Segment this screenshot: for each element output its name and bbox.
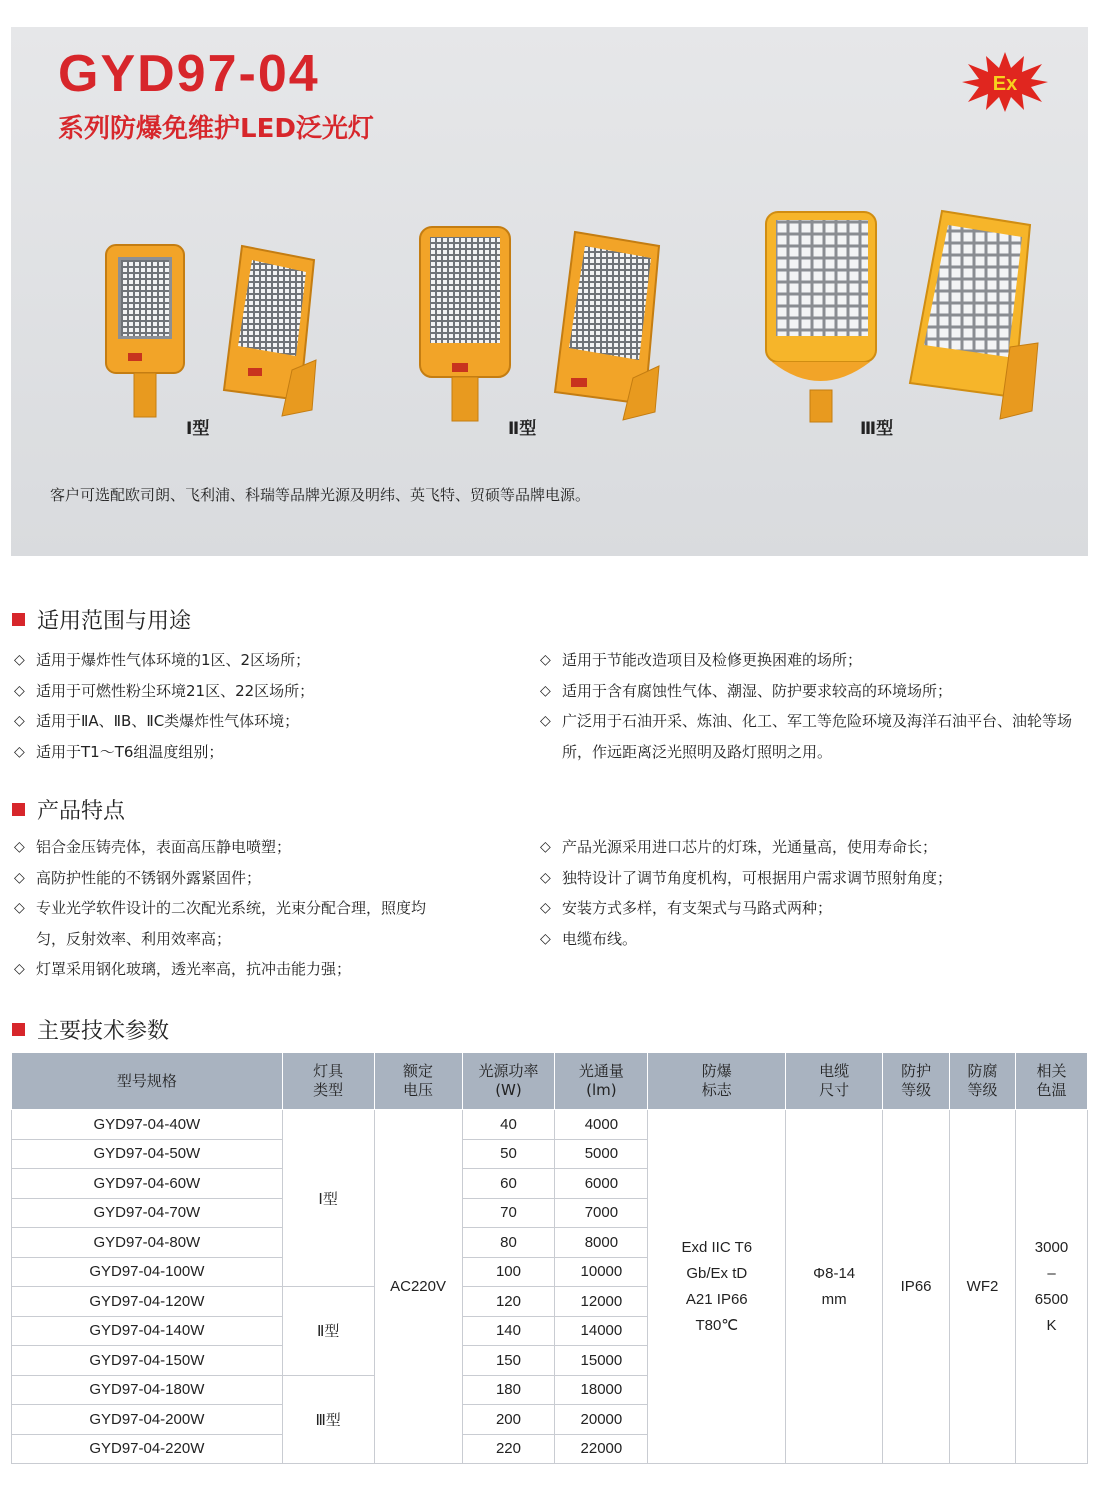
type-label-1: Ⅰ型	[186, 419, 210, 439]
cell-power: 100	[462, 1257, 555, 1287]
product-model-title: GYD97-04	[58, 45, 320, 103]
cell-flux: 10000	[555, 1257, 648, 1287]
cell-model: GYD97-04-150W	[12, 1346, 283, 1376]
section-marker-icon	[12, 1023, 25, 1036]
list-item-text: 铝合金压铸壳体，表面高压静电喷塑；	[36, 838, 292, 856]
lamp-type2-side-image	[541, 228, 663, 424]
cell-model: GYD97-04-70W	[12, 1198, 283, 1228]
diamond-bullet-icon: ◇	[540, 713, 551, 729]
cell-power: 180	[462, 1375, 555, 1405]
cell-flux: 22000	[555, 1434, 648, 1464]
cell-flux: 8000	[555, 1228, 648, 1258]
list-item	[14, 706, 514, 737]
cell-cct: 3000 – 6500 K	[1015, 1110, 1087, 1464]
brand-options-note: 客户可选配欧司朗、飞利浦、科瑞等品牌光源及明纬、英飞特、贸硕等品牌电源。	[50, 486, 591, 504]
list-item-text: 灯罩采用钢化玻璃，透光率高，抗冲击能力强；	[36, 960, 352, 978]
diamond-bullet-icon: ◇	[14, 900, 25, 916]
cell-flux: 4000	[555, 1110, 648, 1140]
list-item	[540, 676, 1092, 707]
cell-flux: 14000	[555, 1316, 648, 1346]
list-item	[14, 863, 454, 894]
col-header-corrosion: 防腐 等级	[950, 1053, 1016, 1110]
col-header-ip: 防护 等级	[883, 1053, 950, 1110]
list-item-text: 适用于节能改造项目及检修更换困难的场所；	[562, 651, 863, 669]
col-header-cable: 电缆 尺寸	[786, 1053, 883, 1110]
col-header-exmark: 防爆 标志	[648, 1053, 786, 1110]
diamond-bullet-icon: ◇	[540, 900, 551, 916]
diamond-bullet-icon: ◇	[14, 652, 25, 668]
list-item	[14, 832, 454, 863]
spec-table	[11, 1052, 1088, 1464]
cell-cable: Φ8-14 mm	[786, 1110, 883, 1464]
section-features-heading	[12, 794, 125, 825]
type-label-2: Ⅱ型	[508, 419, 537, 439]
cell-model: GYD97-04-200W	[12, 1405, 283, 1435]
col-header-model: 型号规格	[12, 1053, 283, 1110]
section-marker-icon	[12, 613, 25, 626]
cell-model: GYD97-04-100W	[12, 1257, 283, 1287]
list-item	[540, 832, 1092, 863]
list-item-text: 安装方式多样，有支架式与马路式两种；	[562, 899, 833, 917]
list-item-text: 专业光学软件设计的二次配光系统，光束分配合理，照度均匀，反射效率、利用效率高；	[36, 899, 427, 948]
cell-flux: 18000	[555, 1375, 648, 1405]
list-item	[14, 676, 514, 707]
ex-mark-text: Ex	[992, 73, 1018, 95]
cell-power: 40	[462, 1110, 555, 1140]
list-item-text: 适用于T1～T6组温度组别；	[36, 742, 224, 761]
list-item	[540, 863, 1092, 894]
cell-model: GYD97-04-50W	[12, 1139, 283, 1169]
diamond-bullet-icon: ◇	[14, 869, 25, 886]
lamp-type3-side-image	[902, 207, 1042, 429]
diamond-bullet-icon: ◇	[540, 682, 551, 699]
list-item-text: 高防护性能的不锈钢外露紧固件；	[36, 868, 262, 887]
list-item	[14, 954, 454, 985]
list-item	[540, 893, 1092, 924]
cell-voltage: AC220V	[374, 1110, 462, 1464]
diamond-bullet-icon: ◇	[540, 652, 551, 668]
cell-type-group-1: Ⅰ型	[282, 1110, 374, 1287]
section-marker-icon	[12, 803, 25, 816]
list-item	[14, 737, 514, 768]
list-item-text: 独特设计了调节角度机构，可根据用户需求调节照射角度；	[562, 868, 953, 887]
cell-flux: 12000	[555, 1287, 648, 1317]
diamond-bullet-icon: ◇	[540, 930, 551, 947]
table-header-row	[12, 1053, 1088, 1110]
cell-corrosion: WF2	[950, 1110, 1016, 1464]
list-item-text: 电缆布线。	[562, 929, 638, 948]
product-subtitle: 系列防爆免维护LED泛光灯	[58, 114, 374, 144]
cell-ip: IP66	[883, 1110, 950, 1464]
list-item	[540, 645, 1092, 676]
cell-power: 220	[462, 1434, 555, 1464]
col-header-power: 光源功率 (W)	[462, 1053, 555, 1110]
section-usage-heading	[12, 604, 191, 635]
cell-flux: 15000	[555, 1346, 648, 1376]
list-item-text: 广泛用于石油开采、炼油、化工、军工等危险环境及海洋石油平台、油轮等场所，作远距离泛光照明及路灯照明之用。	[562, 712, 1073, 761]
diamond-bullet-icon: ◇	[14, 682, 25, 699]
ex-explosion-proof-icon	[960, 50, 1050, 114]
cell-power: 80	[462, 1228, 555, 1258]
list-item-text: 产品光源采用进口芯片的灯珠，光通量高，使用寿命长；	[562, 838, 938, 856]
list-item	[540, 924, 1092, 955]
col-header-flux: 光通量 (lm)	[555, 1053, 648, 1110]
cell-model: GYD97-04-80W	[12, 1228, 283, 1258]
cell-power: 70	[462, 1198, 555, 1228]
cell-type-group-2: Ⅱ型	[282, 1287, 374, 1376]
diamond-bullet-icon: ◇	[540, 839, 551, 855]
section-usage-title: 适用范围与用途	[37, 609, 192, 634]
cell-model: GYD97-04-140W	[12, 1316, 283, 1346]
cell-power: 140	[462, 1316, 555, 1346]
cell-power: 150	[462, 1346, 555, 1376]
lamp-type1-side-image	[212, 240, 322, 420]
cell-power: 120	[462, 1287, 555, 1317]
usage-list-right	[540, 645, 1092, 767]
section-features-title: 产品特点	[37, 799, 126, 824]
features-list-left	[14, 832, 454, 985]
diamond-bullet-icon: ◇	[14, 839, 25, 855]
lamp-type1-front-image	[104, 243, 188, 421]
list-item	[14, 645, 514, 676]
col-header-cct: 相关 色温	[1015, 1053, 1087, 1110]
cell-model: GYD97-04-40W	[12, 1110, 283, 1140]
lamp-type2-front-image	[418, 225, 514, 425]
col-header-type: 灯具 类型	[282, 1053, 374, 1110]
usage-list-left	[14, 645, 514, 767]
cell-flux: 7000	[555, 1198, 648, 1228]
list-item-text: 适用于ⅡA、ⅡB、ⅡC类爆炸性气体环境；	[36, 712, 300, 730]
list-item-text: 适用于可燃性粉尘环境21区、22区场所；	[36, 681, 315, 700]
cell-ex-mark: Exd IIC T6 Gb/Ex tD A21 IP66 T80℃	[648, 1110, 786, 1464]
cell-power: 60	[462, 1169, 555, 1199]
cell-type-group-3: Ⅲ型	[282, 1375, 374, 1464]
cell-model: GYD97-04-60W	[12, 1169, 283, 1199]
cell-model: GYD97-04-180W	[12, 1375, 283, 1405]
cell-flux: 5000	[555, 1139, 648, 1169]
cell-power: 50	[462, 1139, 555, 1169]
col-header-voltage: 额定 电压	[374, 1053, 462, 1110]
cell-flux: 6000	[555, 1169, 648, 1199]
lamp-type3-front-image	[764, 210, 882, 424]
cell-model: GYD97-04-220W	[12, 1434, 283, 1464]
list-item	[14, 893, 454, 954]
diamond-bullet-icon: ◇	[14, 743, 25, 760]
table-row	[12, 1110, 1088, 1140]
list-item	[540, 706, 1092, 767]
diamond-bullet-icon: ◇	[540, 869, 551, 886]
diamond-bullet-icon: ◇	[14, 961, 25, 977]
features-list-right	[540, 832, 1092, 954]
section-specs-heading	[12, 1014, 169, 1045]
type-label-3: Ⅲ型	[860, 419, 894, 439]
diamond-bullet-icon: ◇	[14, 713, 25, 729]
cell-power: 200	[462, 1405, 555, 1435]
cell-flux: 20000	[555, 1405, 648, 1435]
section-specs-title: 主要技术参数	[37, 1019, 170, 1044]
list-item-text: 适用于含有腐蚀性气体、潮湿、防护要求较高的环境场所；	[562, 681, 953, 700]
list-item-text: 适用于爆炸性气体环境的1区、2区场所；	[36, 651, 311, 669]
cell-model: GYD97-04-120W	[12, 1287, 283, 1317]
